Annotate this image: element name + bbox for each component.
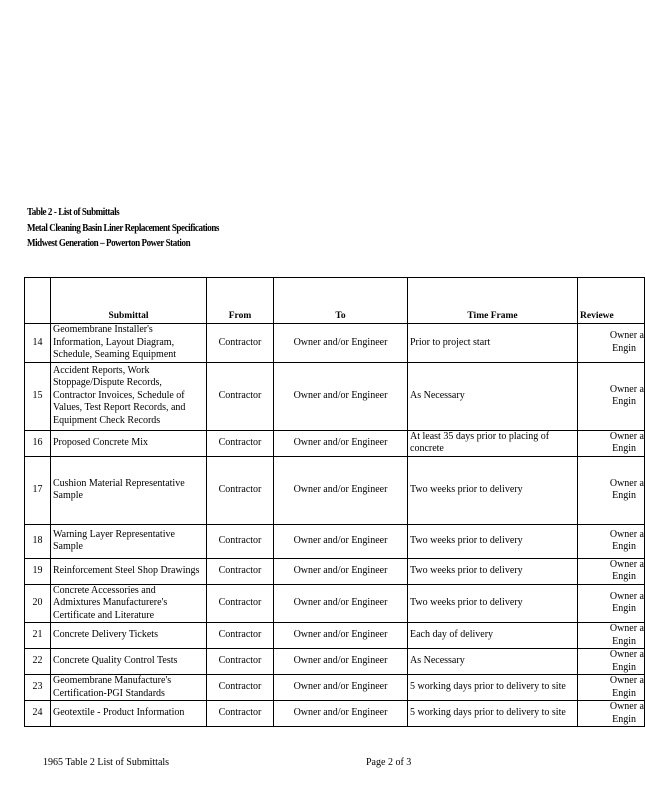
row-from: Contractor bbox=[207, 701, 274, 727]
col-header-time-frame: Time Frame bbox=[408, 278, 578, 324]
row-to: Owner and/or Engineer bbox=[274, 623, 408, 649]
table-row bbox=[25, 701, 645, 727]
row-time-frame: Two weeks prior to delivery bbox=[408, 584, 578, 623]
row-number: 18 bbox=[25, 524, 51, 558]
row-reviewer-line1: Owner a bbox=[609, 675, 644, 686]
row-reviewer-line2: Engin bbox=[612, 571, 636, 582]
row-submittal: Reinforcement Steel Shop Drawings bbox=[51, 558, 207, 584]
row-time-frame: Each day of delivery bbox=[408, 623, 578, 649]
row-time-frame: 5 working days prior to delivery to site bbox=[408, 675, 578, 701]
row-number: 20 bbox=[25, 584, 51, 623]
col-header-reviewer: Reviewe bbox=[578, 278, 645, 324]
row-time-frame: 5 working days prior to delivery to site bbox=[408, 701, 578, 727]
row-to: Owner and/or Engineer bbox=[274, 430, 408, 456]
row-reviewer bbox=[578, 558, 645, 584]
row-to: Owner and/or Engineer bbox=[274, 524, 408, 558]
col-header-to: To bbox=[274, 278, 408, 324]
row-to: Owner and/or Engineer bbox=[274, 675, 408, 701]
table-row bbox=[25, 558, 645, 584]
row-from: Contractor bbox=[207, 675, 274, 701]
row-number: 19 bbox=[25, 558, 51, 584]
row-reviewer-line2: Engin bbox=[612, 713, 636, 725]
row-reviewer-line1: Owner a bbox=[609, 528, 644, 540]
row-number: 15 bbox=[25, 362, 51, 430]
document-header bbox=[27, 205, 219, 252]
row-to: Owner and/or Engineer bbox=[274, 324, 408, 363]
row-time-frame: Two weeks prior to delivery bbox=[408, 456, 578, 524]
row-reviewer bbox=[578, 456, 645, 524]
row-time-frame: As Necessary bbox=[408, 649, 578, 675]
row-reviewer-line2: Engin bbox=[612, 661, 636, 673]
table-row bbox=[25, 362, 645, 430]
row-to: Owner and/or Engineer bbox=[274, 362, 408, 430]
row-reviewer bbox=[578, 324, 645, 363]
col-header-from: From bbox=[207, 278, 274, 324]
row-submittal: Geotextile - Product Information bbox=[51, 701, 207, 727]
row-reviewer bbox=[578, 649, 645, 675]
row-reviewer bbox=[578, 623, 645, 649]
row-submittal: Geomembrane Manufacture's Certification-PGI Standards bbox=[51, 675, 207, 701]
row-reviewer-line2: Engin bbox=[612, 603, 636, 615]
row-reviewer-line2: Engin bbox=[612, 490, 636, 501]
row-to: Owner and/or Engineer bbox=[274, 701, 408, 727]
row-submittal: Accident Reports, Work Stoppage/Dispute Records, Contractor Invoices, Schedule of Values, Test Report Records, and Equipment Check Records bbox=[51, 362, 207, 430]
header-station: Midwest Generation – Powerton Power Station bbox=[27, 238, 191, 249]
col-header-number bbox=[25, 278, 51, 324]
row-from: Contractor bbox=[207, 623, 274, 649]
row-reviewer-line2: Engin bbox=[612, 396, 636, 407]
submittals-table-wrapper bbox=[24, 277, 644, 727]
row-number: 16 bbox=[25, 430, 51, 456]
row-reviewer-line1: Owner a bbox=[609, 701, 644, 712]
row-number: 22 bbox=[25, 649, 51, 675]
row-submittal: Concrete Delivery Tickets bbox=[51, 623, 207, 649]
row-reviewer-line2: Engin bbox=[612, 342, 636, 354]
row-reviewer-line1: Owner a bbox=[609, 590, 644, 602]
row-time-frame: As Necessary bbox=[408, 362, 578, 430]
row-reviewer bbox=[578, 584, 645, 623]
row-reviewer-line1: Owner a bbox=[609, 623, 644, 634]
table-row bbox=[25, 324, 645, 363]
row-reviewer-line1: Owner a bbox=[609, 558, 644, 570]
table-row bbox=[25, 524, 645, 558]
row-from: Contractor bbox=[207, 584, 274, 623]
row-reviewer-line1: Owner a bbox=[609, 330, 644, 342]
row-time-frame: Prior to project start bbox=[408, 324, 578, 363]
table-row bbox=[25, 456, 645, 524]
row-reviewer-line2: Engin bbox=[612, 687, 636, 699]
table-row bbox=[25, 584, 645, 623]
row-from: Contractor bbox=[207, 524, 274, 558]
row-from: Contractor bbox=[207, 430, 274, 456]
row-reviewer-line1: Owner a bbox=[609, 383, 644, 395]
row-time-frame: At least 35 days prior to placing of concrete bbox=[408, 430, 578, 456]
row-submittal: Geomembrane Installer's Information, Layout Diagram, Schedule, Seaming Equipment bbox=[51, 324, 207, 363]
row-to: Owner and/or Engineer bbox=[274, 584, 408, 623]
table-row bbox=[25, 675, 645, 701]
row-reviewer bbox=[578, 362, 645, 430]
footer-page-number: Page 2 of 3 bbox=[366, 757, 412, 768]
header-project: Metal Cleaning Basin Liner Replacement Specifications bbox=[27, 222, 219, 234]
row-number: 23 bbox=[25, 675, 51, 701]
row-reviewer-line2: Engin bbox=[612, 635, 636, 647]
row-time-frame: Two weeks prior to delivery bbox=[408, 524, 578, 558]
row-number: 21 bbox=[25, 623, 51, 649]
row-to: Owner and/or Engineer bbox=[274, 558, 408, 584]
row-reviewer bbox=[578, 701, 645, 727]
row-from: Contractor bbox=[207, 324, 274, 363]
footer-filename: 1965 Table 2 List of Submittals bbox=[43, 757, 170, 768]
row-submittal: Proposed Concrete Mix bbox=[51, 430, 207, 456]
col-header-submittal: Submittal bbox=[51, 278, 207, 324]
row-reviewer-line2: Engin bbox=[612, 443, 636, 454]
row-submittal: Cushion Material Representative Sample bbox=[51, 456, 207, 524]
header-title: Table 2 - List of Submittals bbox=[27, 207, 120, 218]
row-submittal: Warning Layer Representative Sample bbox=[51, 524, 207, 558]
row-from: Contractor bbox=[207, 558, 274, 584]
row-reviewer bbox=[578, 430, 645, 456]
row-number: 14 bbox=[25, 324, 51, 363]
row-reviewer-line1: Owner a bbox=[609, 649, 644, 660]
row-from: Contractor bbox=[207, 456, 274, 524]
submittals-table bbox=[24, 277, 645, 727]
row-number: 24 bbox=[25, 701, 51, 727]
row-number: 17 bbox=[25, 456, 51, 524]
row-from: Contractor bbox=[207, 362, 274, 430]
row-submittal: Concrete Quality Control Tests bbox=[51, 649, 207, 675]
row-to: Owner and/or Engineer bbox=[274, 649, 408, 675]
row-reviewer-line2: Engin bbox=[612, 541, 636, 552]
row-reviewer bbox=[578, 675, 645, 701]
table-row bbox=[25, 649, 645, 675]
row-time-frame: Two weeks prior to delivery bbox=[408, 558, 578, 584]
header-row bbox=[25, 278, 645, 324]
row-from: Contractor bbox=[207, 649, 274, 675]
row-reviewer-line1: Owner a bbox=[609, 477, 644, 489]
row-reviewer-line1: Owner a bbox=[609, 430, 644, 442]
table-row bbox=[25, 623, 645, 649]
row-submittal: Concrete Accessories and Admixtures Manufacturere's Certificate and Literature bbox=[51, 584, 207, 623]
table-row bbox=[25, 430, 645, 456]
row-reviewer bbox=[578, 524, 645, 558]
row-to: Owner and/or Engineer bbox=[274, 456, 408, 524]
